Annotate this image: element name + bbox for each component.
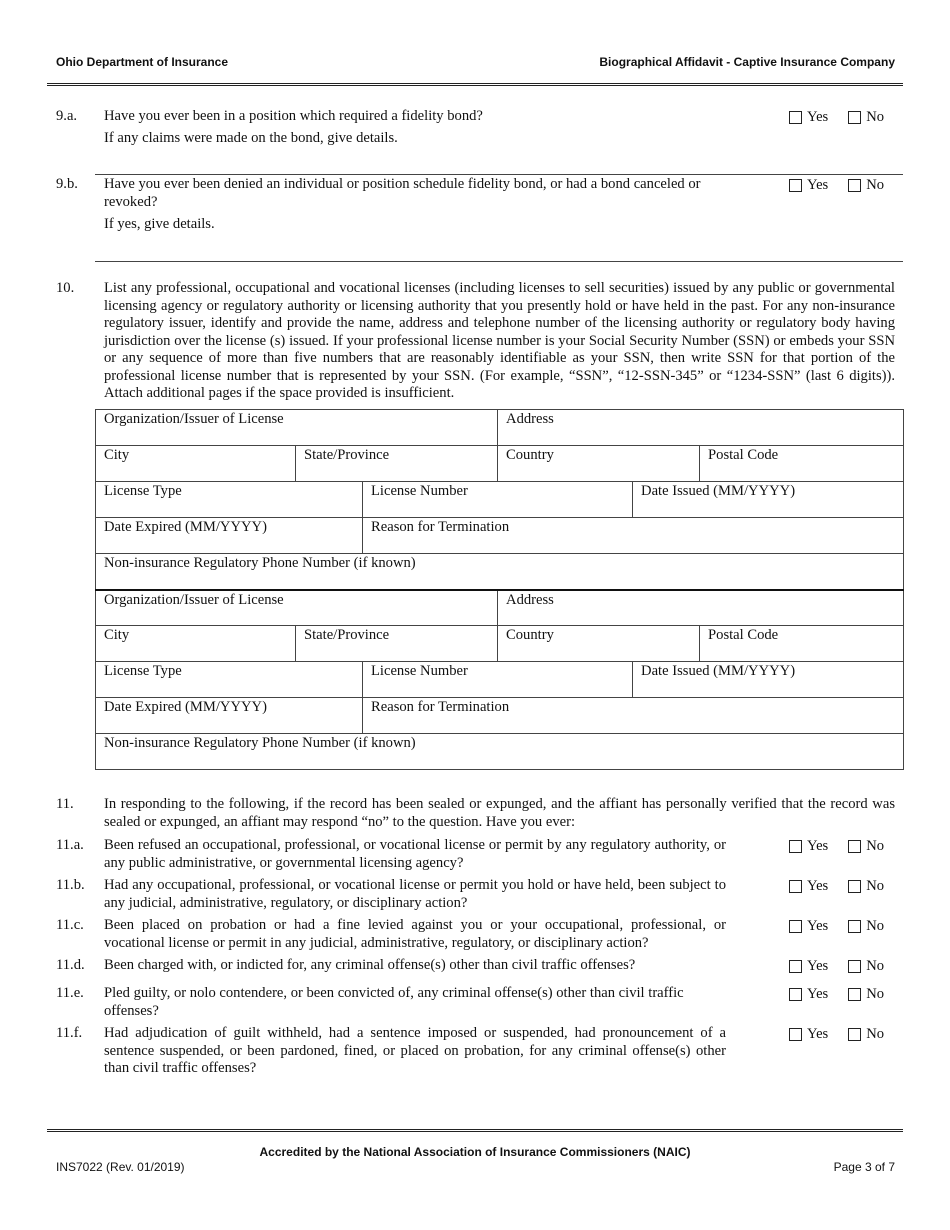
address-label: Address: [506, 591, 554, 608]
q9a-text: Have you ever been in a position which required a fidelity bond?: [104, 108, 483, 124]
license1-city-field[interactable]: [96, 446, 296, 482]
yes-label: Yes: [807, 108, 829, 125]
license1-type-field[interactable]: [96, 482, 363, 518]
no-label: No: [866, 957, 885, 974]
yes-label: Yes: [807, 957, 829, 974]
yes-label: Yes: [807, 985, 829, 1002]
license2-address-field[interactable]: [498, 590, 904, 626]
q11d-yes-no: [789, 957, 899, 975]
license2-phone-field[interactable]: [96, 734, 904, 770]
header-divider: [47, 83, 903, 86]
q11b-number: 11.b.: [56, 877, 85, 893]
q10-text: List any professional, occupational and vocational licenses (including licenses to sell securities) issued by any public or governmental licensing agency or regulatory authority or licensing authority that you presently hold or have held in the past. For any non-insurance regulatory issuer, identify and provide the name, address and telephone number of the licensing authority or regulatory body having jurisdiction over the license (s) issued. If your professional license number is your Social Security Number (SSN) or embeds your SSN or any sequence of more than five numbers that are reasonably identifiable as your SSN, then write SSN for that portion of the professional license number that is represented by your SSN. (For example, “SSN”, “12-SSN-345” or “1234-SSN” (last 6 digits)). Attach additional pages if the space provided is insufficient.: [104, 280, 895, 401]
expired-label: Date Expired (MM/YYYY): [104, 699, 267, 715]
no-label: No: [866, 877, 885, 894]
footer-divider: [47, 1129, 903, 1132]
q11e-yes-checkbox[interactable]: [789, 988, 802, 1001]
state-label: State/Province: [304, 627, 390, 643]
q11e-no-checkbox[interactable]: [848, 988, 861, 1001]
license2-reason-field[interactable]: [363, 698, 904, 734]
license1-expired-field[interactable]: [96, 518, 363, 554]
footer-page-number: Page 3 of 7: [833, 1160, 895, 1174]
q11-number: 11.: [56, 796, 74, 812]
q11c-number: 11.c.: [56, 917, 84, 933]
q9a-yes-no: [789, 108, 899, 126]
reason-label: Reason for Termination: [371, 699, 510, 715]
license1-country-field[interactable]: [498, 446, 700, 482]
license1-org-field[interactable]: [96, 410, 498, 446]
q10-number: 10.: [56, 280, 75, 296]
yes-label: Yes: [807, 877, 829, 894]
address-label: Address: [506, 411, 554, 427]
license2-issued-field[interactable]: [633, 662, 904, 698]
license-table: [95, 409, 904, 770]
q11e-yes-no: [789, 985, 899, 1003]
footer-accreditation: Accredited by the National Association of Insurance Commissioners (NAIC): [259, 1145, 691, 1159]
org-label: Organization/Issuer of License: [104, 591, 284, 608]
country-label: Country: [506, 627, 554, 643]
no-label: No: [866, 176, 885, 193]
state-label: State/Province: [304, 447, 390, 463]
postal-label: Postal Code: [708, 627, 779, 643]
license1-phone-field[interactable]: [96, 554, 904, 590]
q11-intro: In responding to the following, if the record has been sealed or expunged, and the affiant has personally verified that the record was sealed or expunged, an affiant may respond “no” to the question. Have you ever:: [104, 796, 895, 830]
org-label: Organization/Issuer of License: [104, 411, 284, 427]
license1-state-field[interactable]: [296, 446, 498, 482]
q9b-text: Have you ever been denied an individual or position schedule fidelity bond, or had a bond canceled or revoked?: [104, 176, 701, 210]
q9b-subtext: If yes, give details.: [104, 216, 215, 232]
q11f-no-checkbox[interactable]: [848, 1028, 861, 1041]
yes-label: Yes: [807, 917, 829, 934]
type-label: License Type: [104, 483, 182, 499]
header-form-title: Biographical Affidavit - Captive Insurance Company: [599, 55, 895, 69]
country-label: Country: [506, 447, 554, 463]
q9a-yes-checkbox[interactable]: [789, 111, 802, 124]
no-label: No: [866, 837, 885, 854]
license2-state-field[interactable]: [296, 626, 498, 662]
license1-reason-field[interactable]: [363, 518, 904, 554]
q9b-yes-checkbox[interactable]: [789, 179, 802, 192]
q11b-text: Had any occupational, professional, or vocational license or permit you hold or have held, been subject to any judicial, administrative, regulatory, or disciplinary action?: [104, 877, 726, 911]
number-label: License Number: [371, 483, 468, 499]
q9b-yes-no: [789, 176, 899, 194]
license2-number-field[interactable]: [363, 662, 633, 698]
license2-postal-field[interactable]: [700, 626, 904, 662]
no-label: No: [866, 985, 885, 1002]
no-label: No: [866, 1025, 885, 1042]
reason-label: Reason for Termination: [371, 519, 510, 535]
q9b-number: 9.b.: [56, 176, 78, 192]
q11c-text: Been placed on probation or had a fine levied against you or your occupational, professional, or vocational license or permit in any judicial, administrative, regulatory, or disciplinary action?: [104, 917, 726, 951]
yes-label: Yes: [807, 176, 829, 193]
q11f-yes-checkbox[interactable]: [789, 1028, 802, 1041]
no-label: No: [866, 108, 885, 125]
expired-label: Date Expired (MM/YYYY): [104, 519, 267, 535]
q11c-no-checkbox[interactable]: [848, 920, 861, 933]
q9b-no-checkbox[interactable]: [848, 179, 861, 192]
q11d-number: 11.d.: [56, 957, 85, 973]
q11f-yes-no: [789, 1025, 899, 1043]
no-label: No: [866, 917, 885, 934]
q9b-bottom-line: [95, 261, 903, 262]
q11d-text: Been charged with, or indicted for, any criminal offense(s) other than civil traffic offenses?: [104, 957, 636, 973]
q11c-yes-no: [789, 917, 899, 935]
number-label: License Number: [371, 663, 468, 679]
q9a-subtext: If any claims were made on the bond, give details.: [104, 130, 398, 146]
footer-form-number: INS7022 (Rev. 01/2019): [56, 1160, 185, 1174]
issued-label: Date Issued (MM/YYYY): [641, 483, 796, 499]
license2-city-field[interactable]: [96, 626, 296, 662]
type-label: License Type: [104, 663, 182, 679]
q9b-top-line: [95, 174, 903, 175]
q11a-number: 11.a.: [56, 837, 84, 853]
q11d-yes-checkbox[interactable]: [789, 960, 802, 973]
q11e-number: 11.e.: [56, 985, 84, 1001]
q11b-yes-no: [789, 877, 899, 895]
license1-issued-field[interactable]: [633, 482, 904, 518]
license2-country-field[interactable]: [498, 626, 700, 662]
q11a-yes-no: [789, 837, 899, 855]
q11c-yes-checkbox[interactable]: [789, 920, 802, 933]
license1-address-field[interactable]: [498, 410, 904, 446]
q11b-no-checkbox[interactable]: [848, 880, 861, 893]
phone-label: Non-insurance Regulatory Phone Number (if known): [104, 735, 416, 751]
q11a-text: Been refused an occupational, professional, or vocational license or permit by any regulatory authority, or any public administrative, or governmental licensing agency?: [104, 837, 726, 871]
q9a-number: 9.a.: [56, 108, 78, 124]
license2-type-field[interactable]: [96, 662, 363, 698]
license2-expired-field[interactable]: [96, 698, 363, 734]
issued-label: Date Issued (MM/YYYY): [641, 663, 796, 679]
license1-number-field[interactable]: [363, 482, 633, 518]
license2-org-field[interactable]: [96, 590, 498, 626]
yes-label: Yes: [807, 837, 829, 854]
q11f-number: 11.f.: [56, 1025, 83, 1041]
q11d-no-checkbox[interactable]: [848, 960, 861, 973]
q11f-text: Had adjudication of guilt withheld, had a sentence imposed or suspended, had pronouncement of a sentence suspended, or been pardoned, fined, or placed on probation, for any criminal offense(s) other than civil traffic offenses?: [104, 1025, 726, 1076]
q11a-no-checkbox[interactable]: [848, 840, 861, 853]
q11b-yes-checkbox[interactable]: [789, 880, 802, 893]
yes-label: Yes: [807, 1025, 829, 1042]
header-department: Ohio Department of Insurance: [56, 55, 229, 69]
q11e-text: Pled guilty, or nolo contendere, or been convicted of, any criminal offense(s) other than civil traffic offenses?: [104, 985, 684, 1019]
city-label: City: [104, 627, 130, 643]
postal-label: Postal Code: [708, 447, 779, 463]
q9a-no-checkbox[interactable]: [848, 111, 861, 124]
license1-postal-field[interactable]: [700, 446, 904, 482]
q11a-yes-checkbox[interactable]: [789, 840, 802, 853]
city-label: City: [104, 447, 130, 463]
phone-label: Non-insurance Regulatory Phone Number (if known): [104, 555, 416, 571]
